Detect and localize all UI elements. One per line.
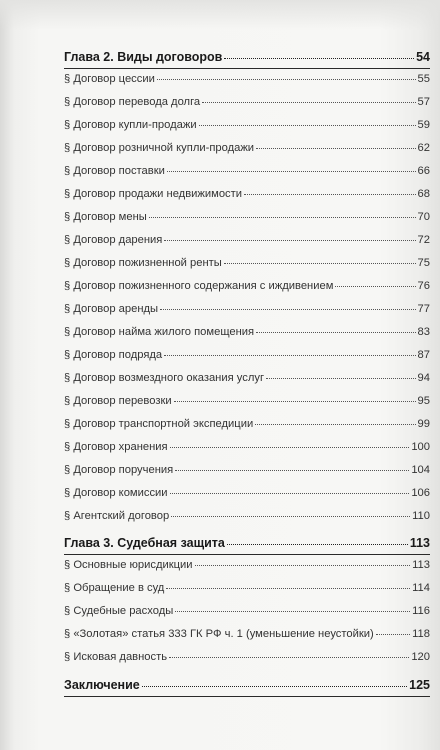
page-number: 54 [416,50,430,64]
page-number: 106 [411,487,430,499]
leader-dots [195,564,411,566]
leader-dots [175,469,409,471]
page-number: 110 [412,510,430,522]
item-label: § Агентский договор [64,510,170,522]
toc-item[interactable] [64,605,430,617]
leader-dots [224,262,416,264]
item-label: § Договор комиссии [64,487,168,499]
item-label: § Договор дарения [64,234,163,246]
page-number: 76 [417,280,430,292]
toc-item[interactable] [64,441,430,453]
toc-item[interactable] [64,165,430,177]
leader-dots [335,285,415,287]
page-number: 77 [417,303,430,315]
item-label: § Договор мены [64,211,147,223]
toc-item[interactable] [64,395,430,407]
leader-dots [255,423,415,425]
toc-item[interactable] [64,628,430,640]
item-label: § Договор пожизненной ренты [64,257,222,269]
leader-dots [175,610,410,612]
item-label: § Договор возмездного оказания услуг [64,372,265,384]
chapter-title: Глава 2. Виды договоров [64,50,223,64]
page-number: 55 [417,73,430,85]
page-number: 70 [417,211,430,223]
leader-dots [149,216,416,218]
toc-item[interactable] [64,464,430,476]
item-label: § Договор поставки [64,165,165,177]
conclusion-heading[interactable] [64,678,430,692]
page-number: 94 [417,372,430,384]
item-label: § Договор розничной купли-продажи [64,142,255,154]
toc-item[interactable] [64,582,430,594]
page-shadow [0,0,440,30]
leader-dots [171,515,410,517]
leader-dots [167,170,416,172]
chapter-underline [64,554,430,555]
item-label: § Договор цессии [64,73,155,85]
page-number: 116 [412,605,430,617]
item-label: § Договор продажи недвижимости [64,188,243,200]
toc-item[interactable] [64,510,430,522]
item-label: § Договор транспортной экспедиции [64,418,254,430]
toc-item[interactable] [64,487,430,499]
conclusion-title: Заключение [64,678,140,692]
toc-item[interactable] [64,188,430,200]
page-number: 59 [417,119,430,131]
item-label: § Основные юрисдикции [64,559,193,571]
toc-item[interactable] [64,349,430,361]
chapter-title: Глава 3. Судебная защита [64,536,225,550]
leader-dots [376,633,410,635]
page-number: 68 [417,188,430,200]
toc-item[interactable] [64,119,430,131]
item-label: § Договор найма жилого помещения [64,326,255,338]
page-number: 75 [417,257,430,269]
item-label: § Договор перевозки [64,395,172,407]
page-number: 120 [411,651,430,663]
toc-item[interactable] [64,257,430,269]
leader-dots [170,492,410,494]
page-number: 83 [417,326,430,338]
toc-item[interactable] [64,73,430,85]
leader-dots [256,331,415,333]
conclusion-underline [64,696,430,697]
leader-dots [174,400,416,402]
leader-dots [164,354,415,356]
toc-item[interactable] [64,234,430,246]
toc-item[interactable] [64,303,430,315]
item-label: § Обращение в суд [64,582,165,594]
page-number: 62 [417,142,430,154]
item-label: § Договор купли-продажи [64,119,197,131]
toc-item[interactable] [64,418,430,430]
item-label: § Договор хранения [64,441,168,453]
toc-item[interactable] [64,651,430,663]
chapter-underline [64,68,430,69]
page-number: 125 [409,678,430,692]
item-label: § «Золотая» статья 333 ГК РФ ч. 1 (уменьшение неустойки) [64,628,374,640]
page-number: 118 [412,628,430,640]
toc-item[interactable] [64,211,430,223]
item-label: § Судебные расходы [64,605,174,617]
chapter-3-heading[interactable] [64,536,430,550]
leader-dots [142,685,407,687]
toc-item[interactable] [64,142,430,154]
leader-dots [266,377,416,379]
toc-item[interactable] [64,559,430,571]
toc-item[interactable] [64,96,430,108]
leader-dots [202,101,415,103]
leader-dots [227,543,408,545]
leader-dots [164,239,415,241]
page-number: 100 [411,441,430,453]
page-number: 95 [417,395,430,407]
item-label: § Договор пожизненного содержания с иждивением [64,280,334,292]
item-label: § Исковая давность [64,651,168,663]
leader-dots [166,587,410,589]
item-label: § Договор поручения [64,464,174,476]
leader-dots [160,308,415,310]
item-label: § Договор перевода долга [64,96,201,108]
page-number: 99 [417,418,430,430]
page-number: 57 [417,96,430,108]
page-number: 114 [412,582,430,594]
toc-item[interactable] [64,280,430,292]
page-number: 66 [417,165,430,177]
item-label: § Договор аренды [64,303,159,315]
leader-dots [157,78,416,80]
page-number: 72 [417,234,430,246]
page-number: 87 [417,349,430,361]
page-number: 113 [409,536,430,550]
leader-dots [170,446,410,448]
leader-dots [199,124,416,126]
toc-item[interactable] [64,372,430,384]
item-label: § Договор подряда [64,349,163,361]
leader-dots [244,193,416,195]
page-number: 104 [411,464,430,476]
chapter-2-heading[interactable] [64,50,430,64]
toc-item[interactable] [64,326,430,338]
leader-dots [256,147,415,149]
leader-dots [224,57,414,59]
leader-dots [169,656,409,658]
page-number: 113 [412,559,430,571]
